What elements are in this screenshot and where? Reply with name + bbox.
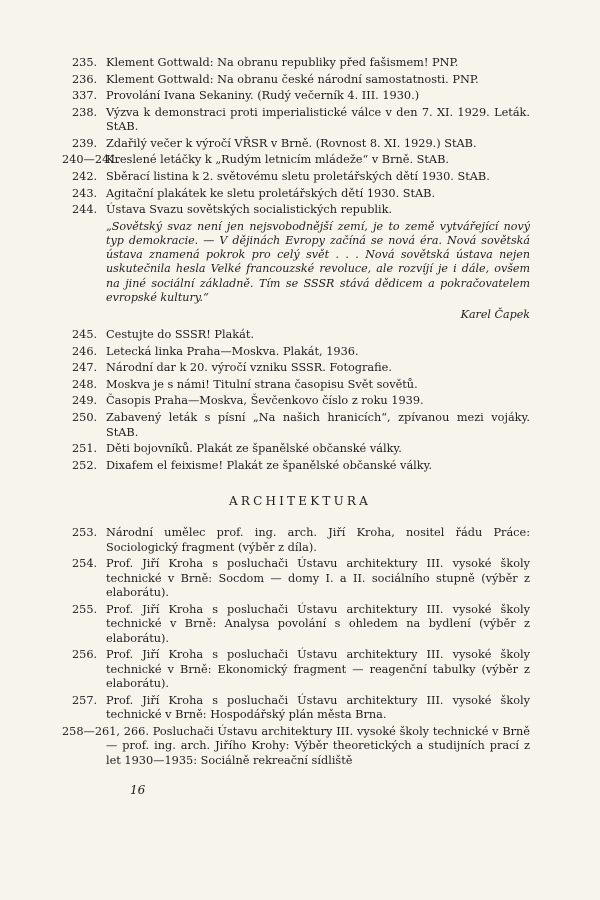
catalog-entry xyxy=(0,725,600,769)
catalog-entry xyxy=(0,187,600,202)
entry-text: Výzva k demonstraci proti imperialistické válce v den 7. XI. 1929. Leták. StAB. xyxy=(106,105,530,134)
entry-text: Národní umělec prof. ing. arch. Jiří Kroha, nositel řádu Práce: Sociologický fragment (výběr z díla). xyxy=(106,526,530,554)
catalog-entry xyxy=(0,345,600,360)
entry-text: Kreslené letáčky k „Rudým letnicím mládeže“ v Brně. StAB. xyxy=(106,153,449,167)
entry-text: Agitační plakátek ke sletu proletářských dětí 1930. StAB. xyxy=(106,186,436,200)
catalog-entry xyxy=(0,378,600,393)
entry-text: Cestujte do SSSR! Plakát. xyxy=(106,328,255,342)
entry-number: 236. xyxy=(72,72,98,86)
entry-number: 235. xyxy=(72,56,98,69)
catalog-entry xyxy=(0,56,600,71)
entry-number: 245. xyxy=(72,328,98,342)
catalog-list-exhibits xyxy=(0,56,600,475)
entry-text: Zabavený leták s písní „Na našich hranicích“, zpívanou mezi vojáky. StAB. xyxy=(106,411,530,439)
section-heading: ARCHITEKTURA xyxy=(228,494,372,508)
entry-number: 253. xyxy=(72,526,98,539)
catalog-entry xyxy=(0,459,600,474)
catalog-entry xyxy=(0,328,600,343)
entry-number: 256. xyxy=(72,648,98,662)
catalog-entry xyxy=(0,526,600,555)
entry-text: Ústava Svazu sovětských socialistických republik. xyxy=(106,203,393,217)
entry-text: Dixafem el feixisme! Plakát ze španělské občanské války. xyxy=(106,458,433,472)
entry-number: 238. xyxy=(72,105,98,119)
entry-number: 246. xyxy=(72,344,98,358)
entry-text: Prof. Jiří Kroha s posluchači Ústavu architektury III. vysoké školy technické v Brně: Socdom — domy I. a II. sociálního stupně (výběr z elaborátu). xyxy=(106,557,530,600)
page-number: 16 xyxy=(130,783,146,797)
entry-number: 251. xyxy=(72,442,98,456)
entry-number: 250. xyxy=(72,411,98,425)
entry-text: Klement Gottwald: Na obranu republiky před fašismem! PNP. xyxy=(106,56,459,69)
entry-number: 337. xyxy=(72,89,98,103)
catalog-entry xyxy=(0,394,600,409)
entry-number: 257. xyxy=(72,693,98,707)
entry-number: 243. xyxy=(72,186,98,200)
entry-text: Zdařilý večer k výročí VŘSR v Brně. (Rovnost 8. XI. 1929.) StAB. xyxy=(106,136,477,150)
entry-number: 249. xyxy=(72,394,98,408)
catalog-entry xyxy=(0,203,600,218)
quotation-author: Karel Čapek xyxy=(460,308,530,322)
entry-number: 244. xyxy=(72,203,98,217)
entry-number: 252. xyxy=(72,458,98,472)
catalog-entry xyxy=(0,411,600,440)
entry-number: 255. xyxy=(72,602,98,616)
catalog-entry xyxy=(0,442,600,457)
entry-text: Letecká linka Praha—Moskva. Plakát, 1936. xyxy=(106,344,359,358)
entry-text: Klement Gottwald: Na obranu české národní samostatnosti. PNP. xyxy=(106,72,479,86)
entry-text: 258—261, 266. Posluchači Ústavu architektury III. vysoké školy technické v Brně — prof. ing. arch. Jiřího Krohy: Výběr theoretických a studijních prací z let 1930—1935: Sociálně rekreační sídliště xyxy=(62,724,530,767)
catalog-entry xyxy=(0,170,600,185)
entry-number: 240—241. xyxy=(62,153,121,167)
catalog-entry xyxy=(0,603,600,647)
entry-number: 247. xyxy=(72,361,98,375)
catalog-entry xyxy=(0,557,600,601)
catalog-entry xyxy=(0,73,600,88)
entry-text: Prof. Jiří Kroha s posluchači Ústavu architektury III. vysoké školy technické v Brně: Ekonomický fragment — reagenční tabulky (výběr z elaborátu). xyxy=(106,648,530,691)
catalog-entry xyxy=(0,361,600,376)
catalog-entry xyxy=(0,648,600,692)
catalog-entry xyxy=(0,137,600,152)
catalog-list-architecture xyxy=(0,526,600,771)
entry-text: Sběrací listina k 2. světovému sletu proletářských dětí 1930. StAB. xyxy=(106,170,490,184)
entry-text: Prof. Jiří Kroha s posluchači Ústavu architektury III. vysoké školy technické v Brně: Analysa povolání s ohledem na bydlení (výběr z elaborátu). xyxy=(106,602,530,645)
catalog-entry xyxy=(0,153,600,168)
catalog-entry xyxy=(0,106,600,135)
catalog-entry xyxy=(0,89,600,104)
entry-text: Děti bojovníků. Plakát ze španělské občanské války. xyxy=(106,442,402,456)
entry-text: Moskva je s námi! Titulní strana časopisu Svět sovětů. xyxy=(106,377,418,391)
entry-text: Národní dar k 20. výročí vzniku SSSR. Fotografie. xyxy=(106,361,392,375)
entry-text: Časopis Praha—Moskva, Ševčenkovo číslo z roku 1939. xyxy=(106,394,424,408)
entry-number: 239. xyxy=(72,136,98,150)
entry-number: 248. xyxy=(72,377,98,391)
entry-text: Provolání Ivana Sekaniny. (Rudý večerník 4. III. 1930.) xyxy=(106,89,420,103)
quotation: „Sovětský svaz není jen nejsvobodnější zemí, je to země vytvářející nový typ demokracie. — V dějinách Evropy začíná se nová éra. Nová sovětská ústava znamená pokrok pro celý svět . . . Nová sovětská ústava nejen uskutečnila hesla Velké francouzské revoluce, ale rozvíjí je i dále, ovšem na jiné sociální základně. Tím se SSSR stává dědicem a pokračovatelem evropské kultury.“ xyxy=(106,219,530,304)
entry-number: 242. xyxy=(72,170,98,184)
entry-text: Prof. Jiří Kroha s posluchači Ústavu architektury III. vysoké školy technické v Brně: Hospodářský plán města Brna. xyxy=(106,693,530,722)
entry-number: 254. xyxy=(72,557,98,571)
catalog-entry xyxy=(0,694,600,723)
